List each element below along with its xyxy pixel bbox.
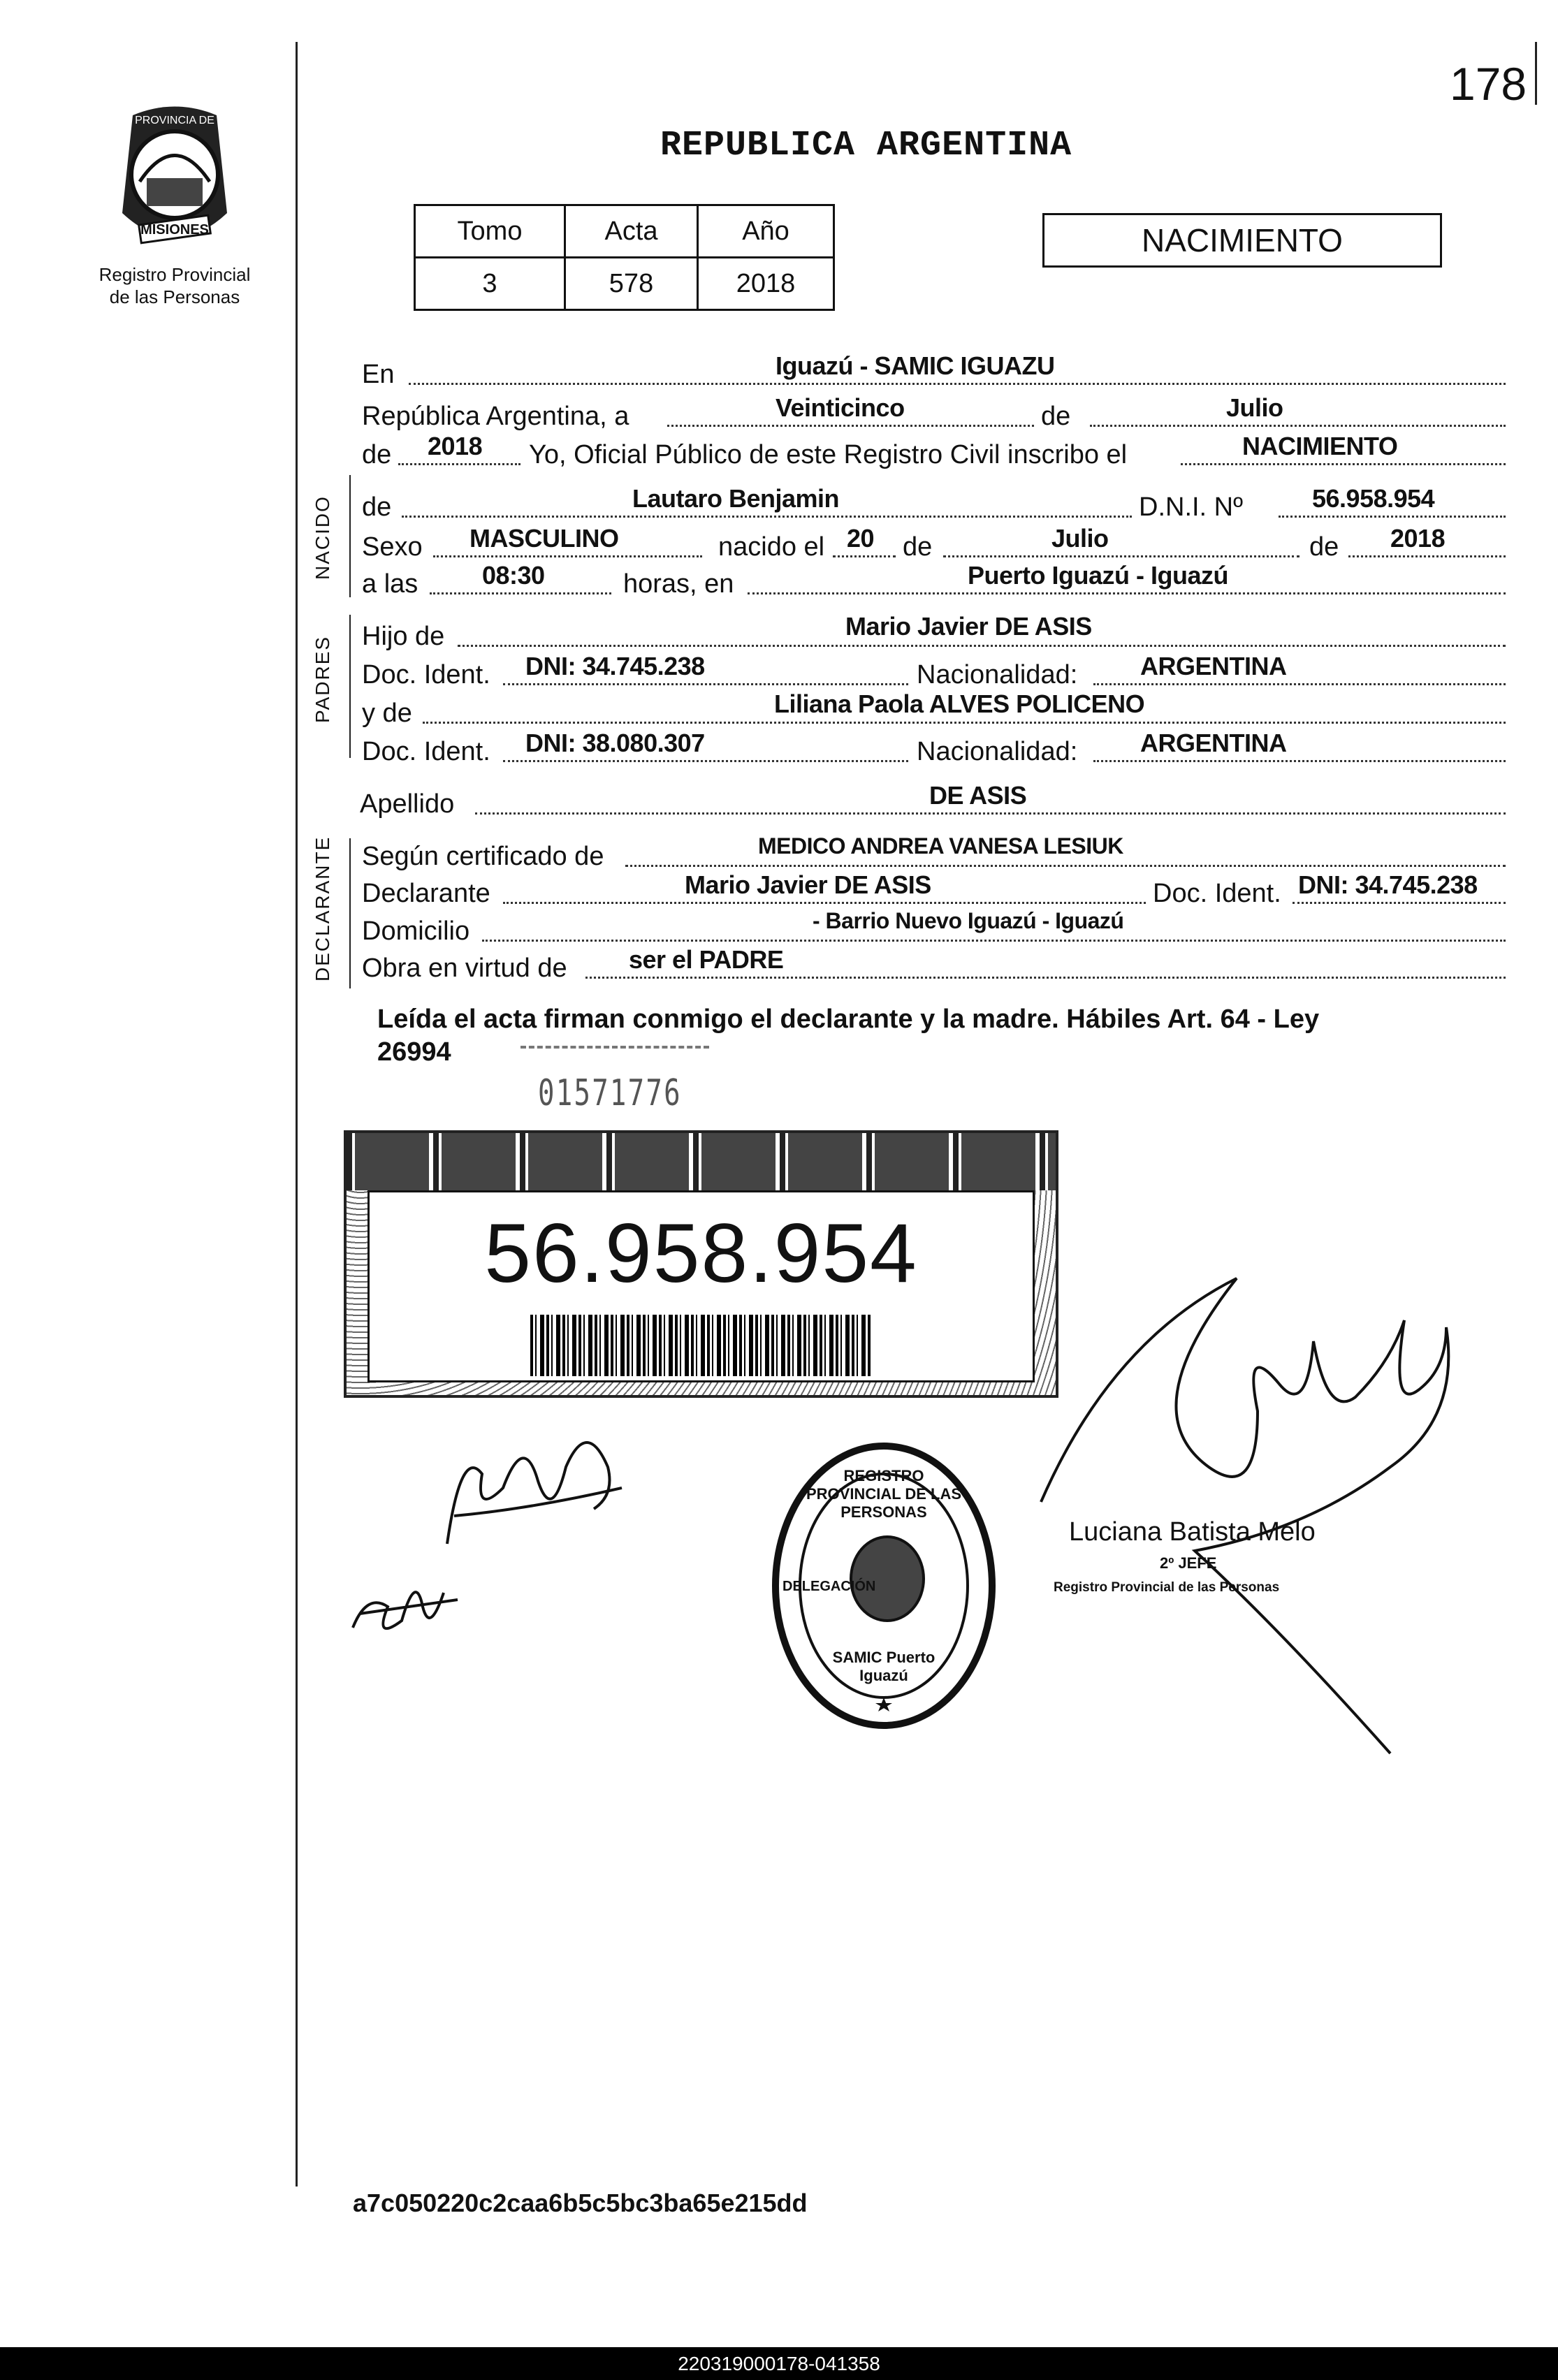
madre-nac-dots bbox=[1093, 760, 1506, 762]
obra-value: ser el PADRE bbox=[629, 945, 784, 974]
declarant-signature bbox=[433, 1404, 636, 1561]
serial-scribble bbox=[520, 1046, 709, 1054]
padre-nac-label: Nacionalidad: bbox=[917, 660, 1078, 689]
document-title: REPUBLICA ARGENTINA bbox=[660, 126, 1072, 166]
year-value: 2018 bbox=[428, 432, 483, 460]
birth-year: 2018 bbox=[1390, 524, 1446, 553]
a-las-label: a las bbox=[362, 569, 418, 599]
seal-bottom-text: MISIONES bbox=[140, 222, 209, 238]
father-nationality: ARGENTINA bbox=[1140, 652, 1287, 680]
child-name: Lautaro Benjamin bbox=[632, 484, 840, 513]
declarante-doc: DNI: 34.745.238 bbox=[1298, 870, 1478, 899]
dni-label: D.N.I. Nº bbox=[1139, 492, 1243, 522]
sticker-barcode bbox=[530, 1315, 872, 1376]
sticker-label bbox=[367, 1190, 1035, 1382]
side-label-declarante: DECLARANTE bbox=[312, 835, 333, 981]
certificado-label: Según certificado de bbox=[362, 842, 604, 871]
birth-day: 20 bbox=[847, 524, 875, 553]
y-de-label: y de bbox=[362, 699, 412, 728]
official-title: 2º JEFE bbox=[1160, 1554, 1217, 1572]
horas-en-label: horas, en bbox=[623, 569, 734, 599]
mother-doc: DNI: 38.080.307 bbox=[525, 729, 705, 757]
lugar-dots bbox=[748, 592, 1506, 594]
madre-nac-label: Nacionalidad: bbox=[917, 737, 1078, 766]
stamp-left-text: DELEGACIÓN bbox=[782, 1579, 876, 1594]
padre-doc-label: Doc. Ident. bbox=[362, 660, 490, 689]
day-value: Veinticinco bbox=[776, 393, 905, 422]
hijo-de-label: Hijo de bbox=[362, 622, 445, 651]
registry-caption-1: Registro Provincial bbox=[99, 264, 251, 285]
dia-dots bbox=[833, 555, 896, 557]
right-margin-rule bbox=[1535, 42, 1537, 105]
table-value-anio: 2018 bbox=[698, 258, 834, 310]
section-rule-padres bbox=[349, 615, 351, 758]
de-label-4: de bbox=[1309, 532, 1339, 562]
sticker-pattern-band bbox=[347, 1133, 1056, 1190]
acto-dots bbox=[1181, 463, 1506, 465]
closing-line-2: 26994 bbox=[377, 1037, 451, 1067]
declarante-doc-label: Doc. Ident. bbox=[1153, 879, 1281, 908]
nacido-el-label: nacido el bbox=[718, 532, 825, 562]
table-value-acta: 578 bbox=[565, 258, 698, 310]
apellido-label: Apellido bbox=[360, 789, 455, 819]
side-label-nacido: NACIDO bbox=[312, 495, 333, 580]
en-label: En bbox=[362, 360, 395, 389]
madre-doc-dots bbox=[503, 760, 908, 762]
hora-dots bbox=[430, 592, 611, 594]
padre-dots bbox=[458, 645, 1506, 647]
sexo-dots bbox=[433, 555, 702, 557]
record-type-label: NACIMIENTO bbox=[1142, 222, 1343, 258]
official-office: Registro Provincial de las Personas bbox=[1054, 1580, 1280, 1595]
table-header-anio: Año bbox=[698, 205, 834, 258]
mother-nationality: ARGENTINA bbox=[1140, 729, 1287, 757]
dni-dots bbox=[1279, 516, 1506, 518]
madre-doc-label: Doc. Ident. bbox=[362, 737, 490, 766]
acto-value: NACIMIENTO bbox=[1242, 432, 1398, 460]
official-name: Luciana Batista Melo bbox=[1069, 1517, 1316, 1547]
section-rule-declarante bbox=[349, 838, 351, 988]
certificado-dots bbox=[625, 865, 1506, 867]
en-value: Iguazú - SAMIC IGUAZU bbox=[776, 351, 1055, 380]
birth-place: Puerto Iguazú - Iguazú bbox=[968, 561, 1228, 590]
republica-dots bbox=[667, 425, 1034, 427]
month-dots bbox=[1090, 425, 1506, 427]
sexo-label: Sexo bbox=[362, 532, 423, 562]
registry-caption-2: de las Personas bbox=[109, 286, 240, 307]
stamp-ring-text: REGISTRO PROVINCIAL DE LAS PERSONAS bbox=[806, 1467, 962, 1521]
side-label-padres: PADRES bbox=[312, 635, 333, 723]
seal-top-text: PROVINCIA DE bbox=[135, 115, 214, 126]
left-margin-rule bbox=[296, 42, 298, 2186]
madre-dots bbox=[423, 722, 1506, 724]
footer-bar bbox=[0, 2347, 1558, 2380]
page-number: 178 bbox=[1450, 58, 1527, 110]
dni-sticker bbox=[344, 1130, 1058, 1398]
closing-line-1: Leída el acta firman conmigo el declarante y la madre. Hábiles Art. 64 - Ley bbox=[377, 1005, 1320, 1034]
domicilio-value: - Barrio Nuevo Iguazú - Iguazú bbox=[813, 908, 1124, 933]
republica-label: República Argentina, a bbox=[362, 402, 629, 431]
mother-signature bbox=[346, 1565, 465, 1652]
serial-stamp: 01571776 bbox=[538, 1072, 682, 1114]
declarante-value: Mario Javier DE ASIS bbox=[685, 870, 931, 899]
en-dots bbox=[409, 383, 1506, 385]
registry-stamp bbox=[769, 1439, 999, 1732]
footer-code: 220319000178-041358 bbox=[678, 2353, 880, 2374]
month-value: Julio bbox=[1226, 393, 1283, 422]
record-table bbox=[414, 204, 835, 311]
document-hash: a7c050220c2caa6b5c5bc3ba65e215dd bbox=[353, 2189, 808, 2217]
table-header-tomo: Tomo bbox=[415, 205, 565, 258]
padre-doc-dots bbox=[503, 683, 908, 685]
official-signature bbox=[1027, 1236, 1474, 1771]
birth-month: Julio bbox=[1051, 524, 1109, 553]
apellido-dots bbox=[475, 812, 1506, 815]
sticker-dni-number: 56.958.954 bbox=[484, 1206, 918, 1300]
birth-time: 08:30 bbox=[482, 561, 545, 590]
table-value-tomo: 3 bbox=[415, 258, 565, 310]
mother-name: Liliana Paola ALVES POLICENO bbox=[774, 689, 1145, 718]
domicilio-label: Domicilio bbox=[362, 917, 470, 946]
obra-dots bbox=[585, 977, 1506, 979]
declarante-doc-dots bbox=[1293, 902, 1506, 904]
father-doc: DNI: 34.745.238 bbox=[525, 652, 705, 680]
de-label-2: de bbox=[362, 440, 392, 469]
de-label-1: de bbox=[1041, 402, 1071, 431]
child-dni: 56.958.954 bbox=[1312, 484, 1435, 513]
declarante-dots bbox=[503, 902, 1146, 904]
province-seal-logo bbox=[105, 101, 245, 262]
section-rule-nacido bbox=[349, 475, 351, 597]
father-name: Mario Javier DE ASIS bbox=[845, 612, 1092, 641]
nacido-de-label: de bbox=[362, 492, 392, 522]
apellido-value: DE ASIS bbox=[929, 781, 1027, 810]
padre-nac-dots bbox=[1093, 683, 1506, 685]
record-type-box bbox=[1042, 213, 1442, 268]
nombre-dots bbox=[402, 516, 1132, 518]
de-label-3: de bbox=[903, 532, 933, 562]
sexo-value: MASCULINO bbox=[469, 524, 619, 553]
year-dots bbox=[398, 463, 520, 465]
mes-dots bbox=[943, 555, 1299, 557]
declarante-label: Declarante bbox=[362, 879, 490, 908]
stamp-inner-text: SAMIC Puerto Iguazú bbox=[832, 1649, 935, 1684]
domicilio-dots bbox=[482, 940, 1506, 942]
anio-dots bbox=[1348, 555, 1506, 557]
table-header-acta: Acta bbox=[565, 205, 698, 258]
certificado-value: MEDICO ANDREA VANESA LESIUK bbox=[758, 833, 1123, 859]
obra-label: Obra en virtud de bbox=[362, 954, 567, 983]
oficial-text: Yo, Oficial Público de este Registro Civil inscribo el bbox=[529, 440, 1128, 469]
